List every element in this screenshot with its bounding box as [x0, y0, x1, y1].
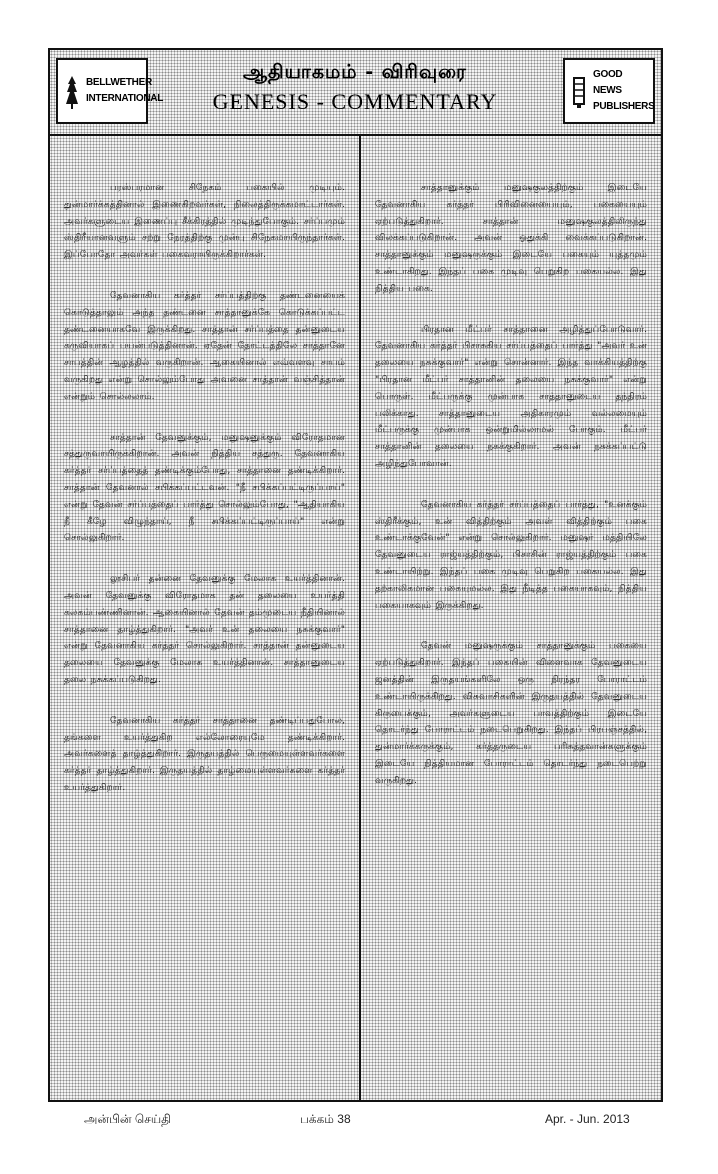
paragraph: தேவனாகிய கர்த்தர் சாத்தானை தண்டிப்பதுபோல, தங்களை உயர்த்துகிற எல்லோரையுமே தண்டிக்கிறார். அவர்களைத் தாழ்த்துகிறார். இருதயத்தில் பெருமையுள்ளவர்களை கர்த்தர் தாழ்த்துகிறார். இருதயத்தில் தாழ்மையுள்ளவர்களை கர்த்தர் உயர்த்துகிறார். [64, 714, 345, 793]
paragraph: சாத்தானுக்கும் மனுஷகுலத்திற்கும் இடையே தேவனாகிய கர்த்தர் பிரிவினையையும், பகையையும் ஏற்படுத்துகிறார். சாத்தான் மனுஷகுலத்திலிருந்து விலக்கப்படுகிறான். அவன் ஒதுக்கி வைக்கப்படுகிறான். சாத்தானுக்கும் மனுஷருக்கும் இடையே பகையும் யுத்தமும் உண்டாகிறது. இந்தப் பகை முடிவு பெறுகிற பகையல்ல. இது நித்திய பகை. [375, 182, 647, 294]
paragraph: பரஸ்பரமான சிநேகம் பகையில் முடியும். துன்மார்க்கத்தினால் இணைகிறவர்கள், நிலைத்திருக்கமாட்டார்கள். அவர்களுடைய இணைப்பு சீக்கிரத்தில் முடிந்துபோகும். சர்ப்பமும் ஸ்திரீயானவளும் சற்று நேரத்திற்கு முன்பு சிநேகமாயிருந்தார்கள். இப்போதோ அவர்கள் பகைவராயிருக்கிறார்கள். [64, 182, 345, 261]
paragraph: தேவன் மனுஷருக்கும் சாத்தானுக்கும் பகையை ஏற்படுத்துகிறார். இந்தப் பகையின் விளைவாக தேவனுடைய ஜனத்தின் இருதயங்களிலே ஒரு நிரந்தர போராட்டம் உண்டாயிருக்கிறது. விசுவாசிகளின் இருதயத்தில் தேவனுடைய கிருபைக்கும், அவர்களுடைய பாவத்திற்கும் இடையே தொடர்ந்து போராட்டம் நடைபெறுகிறது. இந்தப் பிரபஞ்சத்தில், துன்மார்க்கருக்கும், கர்த்தருடைய பரிசுத்தவான்களுக்கும் இடையே நித்தியமான போராட்டம் தொடர்ந்து நடைபெற்று வருகிறது. [375, 640, 647, 786]
footer-magazine-name: அன்பின் செய்தி [84, 1112, 171, 1126]
good-news-logo [563, 58, 655, 124]
paragraph: சாத்தான் தேவனுக்கும், மனுஷனுக்கும் விரோதமான சத்துருவாயிருக்கிறான். அவன் நித்திய சத்துரு. தேவனாகிய கர்த்தர் சர்ப்பத்தைத் தண்டிக்கும்போது, சாத்தானை தண்டிக்கிறார். சாத்தான் தேவனால் சபிக்கப்பட்டவன். "நீ சபிக்கப்பட்டிருப்பாய்" என்று தேவன் சர்ப்பத்தைப் பார்த்து சொல்லும்போது, "ஆதியாகிய நீ கீழே விழுந்தாய், நீ சபிக்கப்பட்டிருப்பாய்" என்று சொல்லுகிறார். [64, 431, 345, 544]
bellwether-logo [56, 58, 164, 124]
logo-right-line2: PUBLISHERS [593, 101, 655, 112]
title-block [160, 56, 550, 128]
title-english: GENESIS - COMMENTARY [212, 89, 498, 114]
paragraph: பிரதான மீட்பர் சாத்தானை அழித்துப்போடுவார். தேவனாகிய கர்த்தர் பிசாசுகிய சர்ப்பத்தைப் பார்த்து "அவர் உன் தலையை நசுக்குவார்" என்று சொன்னார். இந்த வாக்கியத்திற்கு "பிரதான மீட்பர் சாத்தானின் தலையை நசுக்குவார்" என்று பொருள். மீட்பருக்கு முன்பாக சாத்தானுடைய தந்திரம் பலிக்காது. சாத்தானுடைய அதிகாரமும் வல்லமையும் மீட்பருக்கு முன்பாக ஒன்றுமில்லாமல் போகும். மீட்பர் சாத்தானின் தலையை நசுக்குகிறார். அவன் நசுக்கப்பட்டு அழிந்துபோவான். [375, 323, 647, 469]
paragraph: தேவனாகிய கர்த்தர் சர்ப்பத்திற்கு தண்டனையைக் கொடுத்தாலும் அந்த தண்டனை சாத்தானுக்கே கொடுக்கப்பட்ட தண்டனையாகவே இருக்கிறது. சாத்தான் சர்ப்பத்தை தன்னுடைய கருவியாகப் பயன்படுத்தினான். ஏதேன் தோட்டத்திலே சாத்தானே சாபத்தின் ஆழத்தில் வருகிறான். ஆகையினால் எவ்வளவு சாபம் வருகிறது என்று சொல்லும்போது அவனை சாத்தான் வஞ்சித்தான் என்றும் சொல்லலாம். [64, 289, 345, 402]
logo-left-line2: INTERNATIONAL [86, 93, 164, 104]
page-footer [0, 1102, 718, 1142]
left-column [50, 134, 359, 1100]
right-column [361, 134, 661, 1100]
page-frame [48, 48, 663, 1102]
title-tamil: ஆதியாகமம் - விரிவுரை [243, 61, 467, 83]
logo-right-line1: GOOD NEWS [593, 69, 623, 96]
good-news-emblem-icon [571, 74, 587, 110]
footer-page-number: பக்கம் 38 [300, 1112, 351, 1126]
bellwether-emblem-icon [64, 74, 80, 110]
paragraph: லூசிபர் தன்னை தேவனுக்கு மேலாக உயர்த்தினான். அவன் தேவனுக்கு விரோதமாக தன் தலையை உயர்த்தி கலகம்பண்ணினான். ஆகையினால் தேவன் தம்முடைய நீதியினால் சாத்தானை தாழ்த்துகிறார். "அவர் உன் தலையை நசுக்குவார்" என்று தேவனாகிய கர்த்தர் சொல்லுகிறார். சாத்தான் தன்னுடைய தலையை தேவனுக்கு மேலாக உயர்த்தினான். சாத்தானுடைய தலை நசுக்கப்படுகிறது. [64, 573, 345, 685]
page-header [50, 50, 661, 136]
footer-issue-date: Apr. - Jun. 2013 [545, 1112, 630, 1126]
logo-left-line1: BELLWETHER [86, 77, 152, 88]
paragraph: தேவனாகிய கர்த்தர் சர்ப்பத்தைப் பார்த்து, "உனக்கும் ஸ்திரீக்கும், உன் வித்திற்கும் அவள் வித்திற்கும் பகை உண்டாக்குவேன்" என்று சொல்லுகிறார். மனுஷர் மத்தியிலே தேவனுடைய ராஜ்யத்திற்கும், பிசாசின் ராஜ்யத்திற்கும் பகை உண்டாயிற்று. இந்தப் பகை முடிவு பெறுகிற பகையல்ல. இது தற்காலிகமான பகையுமல்ல. இது நீடித்த பகையாகவும், நித்திய பகையாகவும் இருக்கிறது. [375, 498, 647, 611]
